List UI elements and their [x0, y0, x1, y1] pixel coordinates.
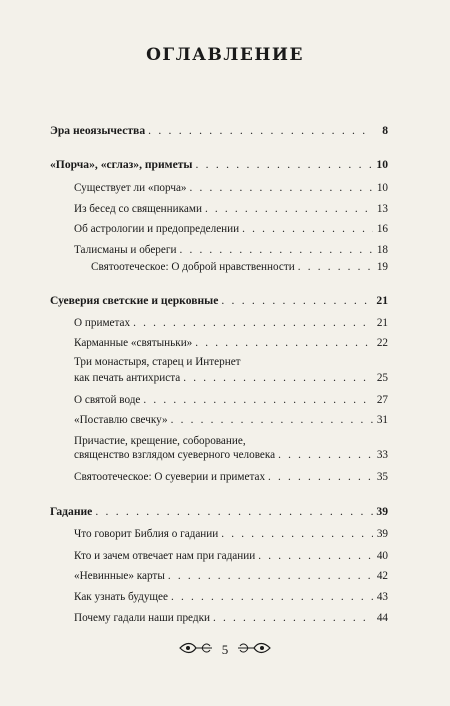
leader-dots: [195, 336, 373, 350]
toc-entry: [74, 222, 388, 236]
toc-entry-title: «Невинные» карты: [74, 570, 165, 582]
toc-entry: [74, 316, 388, 330]
toc-entry: [74, 611, 388, 625]
toc-section-porcha: [50, 158, 388, 172]
toc-page-number: 33: [376, 449, 388, 461]
toc-entry-title: О святой воде: [74, 394, 141, 406]
leader-dots: [168, 569, 373, 583]
toc-page-number: 8: [382, 124, 388, 137]
toc-entry: [91, 260, 388, 274]
toc-page-number: 21: [376, 317, 388, 329]
leader-dots: [171, 413, 373, 427]
toc-page-number: 18: [376, 244, 388, 256]
leader-dots: [258, 549, 373, 563]
toc-entry: [74, 202, 388, 216]
toc-entry: [74, 393, 388, 407]
toc-entry-title: Эра неоязычества: [50, 124, 146, 137]
toc-entry-title: Кто и зачем отвечает нам при гадании: [74, 550, 256, 562]
toc-entry-first-line: Три монастыря, старец и Интернет: [74, 356, 241, 368]
toc-page-number: 16: [376, 223, 388, 235]
toc-entry: [74, 371, 388, 385]
toc-entry: [74, 549, 388, 563]
toc-entry-first-line: Причастие, крещение, соборование,: [74, 435, 246, 447]
leader-dots: [143, 393, 373, 407]
toc-page-number: 25: [376, 372, 388, 384]
toc-entry-title: Как узнать будущее: [74, 591, 168, 603]
toc-entry-title: Гадание: [50, 505, 93, 518]
toc-section-sueveriya: [50, 294, 388, 308]
toc-entry: [74, 569, 388, 583]
toc-entry-title: Святоотеческое: О суеверии и приметах: [74, 471, 266, 483]
toc-page-number: 39: [376, 528, 388, 540]
leader-dots: [278, 448, 373, 462]
toc-entry-title: О приметах: [74, 317, 131, 329]
page-footer: [0, 640, 450, 660]
toc-entry-era: [50, 124, 388, 138]
toc-entry: [74, 527, 388, 541]
toc-page-number: 13: [376, 203, 388, 215]
toc-section-gadanie: [50, 505, 388, 519]
leader-dots: [171, 590, 373, 604]
toc-entry-title: как печать антихриста: [74, 372, 181, 384]
toc-entry-title: Карманные «святыньки»: [74, 337, 193, 349]
leader-dots: [148, 124, 373, 138]
toc-page-number: 39: [376, 505, 388, 518]
page-number: 5: [221, 642, 229, 657]
toc-entry-title: Святоотеческое: О доброй нравственности: [91, 261, 295, 273]
leader-dots: [221, 527, 373, 541]
toc-page-number: 44: [376, 612, 388, 624]
toc-page-number: 10: [376, 182, 388, 194]
leader-dots: [213, 611, 373, 625]
page-title: ОГЛАВЛЕНИЕ: [146, 45, 304, 65]
toc-page-number: 40: [376, 550, 388, 562]
toc-entry: [74, 590, 388, 604]
toc-entry-title: Что говорит Библия о гадании: [74, 528, 219, 540]
leader-dots: [242, 222, 373, 236]
toc-page-number: 43: [376, 591, 388, 603]
toc-page-number: 31: [376, 414, 388, 426]
toc-entry: [74, 243, 388, 257]
leader-dots: [221, 294, 373, 308]
toc-entry-title: «Поставлю свечку»: [74, 414, 168, 426]
toc-entry: [74, 470, 388, 484]
toc-page-number: 10: [376, 158, 388, 171]
toc-page-number: 21: [376, 294, 388, 307]
toc-entry: [74, 336, 388, 350]
leader-dots: [268, 470, 373, 484]
toc-page-number: 42: [376, 570, 388, 582]
leader-dots: [298, 260, 373, 274]
toc-entry-title: Почему гадали наши предки: [74, 612, 210, 624]
toc-entry-title: священство взглядом суеверного человека: [74, 449, 276, 461]
leader-dots: [190, 181, 373, 195]
toc-entry-title: Из бесед со священниками: [74, 203, 202, 215]
toc-entry-title: Существует ли «порча»: [74, 182, 187, 194]
toc-entry-title: Суеверия светские и церковные: [50, 294, 219, 307]
toc-entry-title: Талисманы и обереги: [74, 244, 177, 256]
leader-dots: [183, 371, 373, 385]
leader-dots: [195, 158, 373, 172]
floral-ornament-icon: [178, 640, 214, 660]
toc-entry: [74, 448, 388, 462]
toc-page-number: 19: [376, 261, 388, 273]
leader-dots: [205, 202, 373, 216]
toc-page-number: 35: [376, 471, 388, 483]
leader-dots: [95, 505, 373, 519]
leader-dots: [179, 243, 373, 257]
toc-page-number: 27: [376, 394, 388, 406]
floral-ornament-icon: [236, 640, 272, 660]
leader-dots: [133, 316, 373, 330]
toc-entry: [74, 413, 388, 427]
toc-page-number: 22: [376, 337, 388, 349]
toc-entry: [74, 181, 388, 195]
toc-entry-title: «Порча», «сглаз», приметы: [50, 158, 193, 171]
toc-entry-title: Об астрологии и предопределении: [74, 223, 240, 235]
